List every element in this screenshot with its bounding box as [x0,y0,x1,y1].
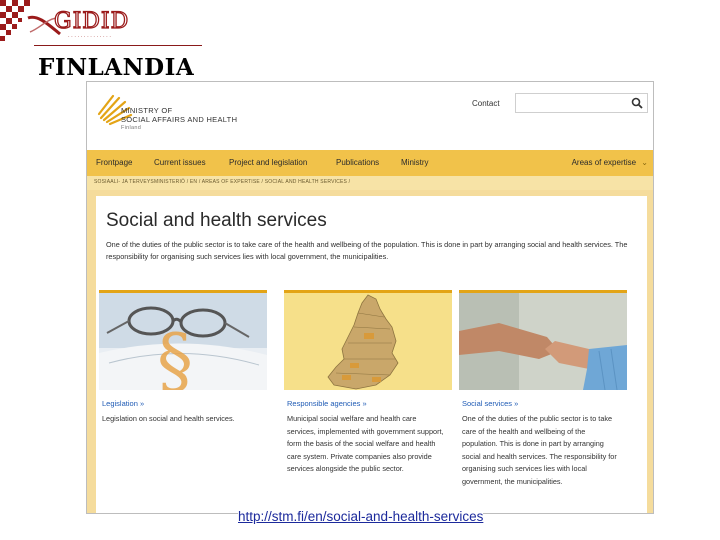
card-legislation-text: Legislation on social and health services. [102,414,235,423]
site-header [87,82,653,150]
intro-paragraph: One of the duties of the public sector is to take care of the health and wellbeing of the population. This is done in part by arranging social and health services. The responsibility for organising such services lies with local government, the municipalities. [106,240,628,261]
ministry-name-line3: Finland [121,125,142,131]
nav-project-and-legislation[interactable]: Project and legislation [229,158,308,167]
content-panel [96,196,647,514]
search-icon[interactable] [631,97,643,109]
source-url-link[interactable]: http://stm.fi/en/social-and-health-services [238,509,484,524]
header-divider [34,45,202,46]
chevron-down-icon: ⌄ [641,158,648,167]
main-navigation [87,150,653,176]
breadcrumb-bar [87,176,653,190]
slide-title: FINLANDIA [38,54,195,81]
ministry-name-line1: MINISTRY OF [121,106,173,115]
card-social-services-title[interactable]: Social services » [462,399,519,408]
card-legislation[interactable] [99,290,267,514]
handshake-image [459,293,627,390]
content-background [87,190,653,514]
page-title: Social and health services [106,210,327,231]
website-screenshot [86,81,654,514]
card-responsible-agencies-text: Municipal social welfare and health care services, implemented with government support, form the basis of the social welfare and health care system. Private companies also provide services alongside the public sector. [287,414,444,474]
card-social-services-text: One of the duties of the public sector is to take care of the health and wellbeing of the population. This is done in part by arranging social and health services. The responsibility for organising such services lies with local government, the municipalities. [462,414,617,486]
card-responsible-agencies[interactable] [284,290,452,514]
card-social-services[interactable] [459,290,627,514]
search-input[interactable] [515,93,648,113]
nav-ministry[interactable]: Ministry [401,158,429,167]
nav-current-issues[interactable]: Current issues [154,158,206,167]
nav-areas-of-expertise[interactable] [572,158,648,167]
ministry-name [121,106,237,133]
card-legislation-title[interactable]: Legislation » [102,399,145,408]
ministry-name-line2: SOCIAL AFFAIRS AND HEALTH [121,115,238,124]
nav-areas-of-expertise-label: Areas of expertise [571,158,637,167]
contact-link[interactable]: Contact [472,99,500,108]
gidid-logo [20,2,140,42]
breadcrumb[interactable]: SOSIAALI- JA TERVEYSMINISTERIÖ / EN / AREAS OF EXPERTISE / SOCIAL AND HEALTH SERVICES / [94,179,351,185]
svg-text:· · · · · · · · · · · · · ·: · · · · · · · · · · · · · · [68,34,111,40]
card-responsible-agencies-title[interactable]: Responsible agencies » [287,399,367,408]
svg-text:§: § [157,318,193,390]
nav-frontpage[interactable]: Frontpage [96,158,133,167]
legislation-image [99,293,267,390]
finland-map-image [284,293,452,390]
svg-text:GIDID: GIDID [54,9,130,34]
nav-publications[interactable]: Publications [336,158,380,167]
